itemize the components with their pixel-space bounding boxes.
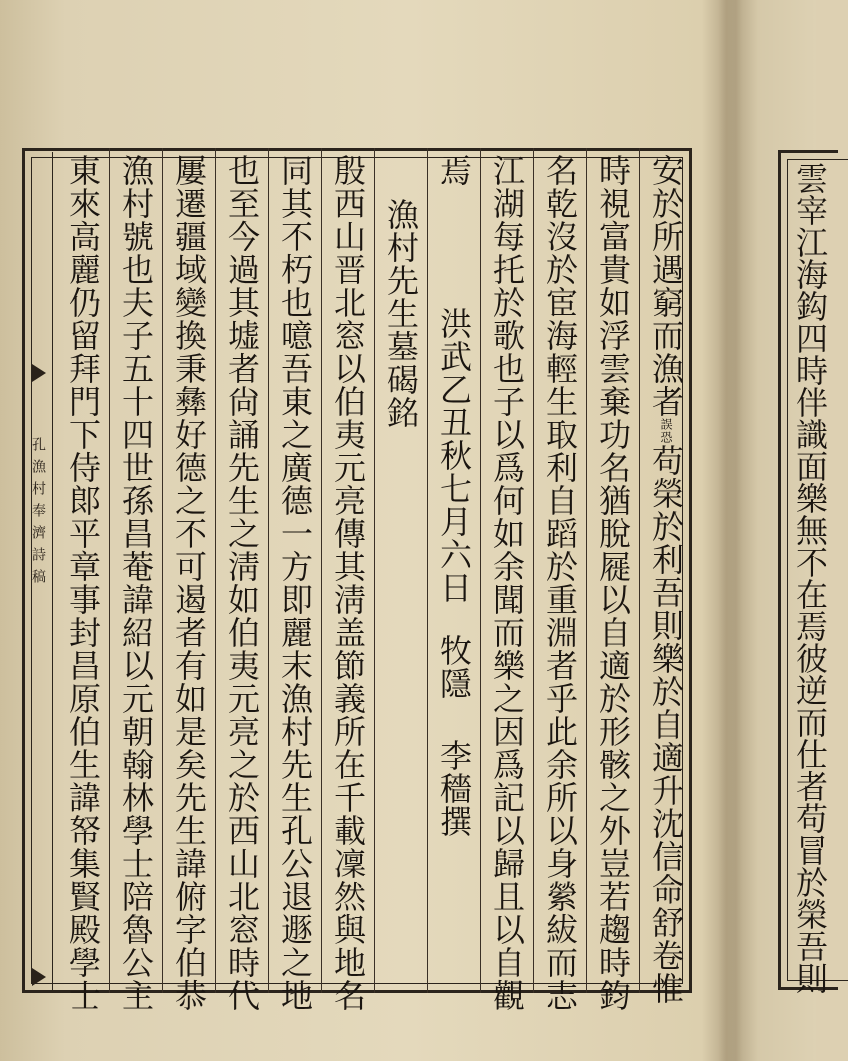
column-1-tail: 苟榮於利吾則樂於自適升沈信命舒卷惟 <box>647 444 685 1005</box>
author-signature: 牧隱 李穡撰 <box>435 634 473 838</box>
next-page-column: 雲宰江海鈎四時伴識面樂無不在焉彼逆而仕者苟冒於榮吾則 <box>791 162 829 994</box>
text-column-7: 殷西山晋北窓以伯夷元亮傳其淸盖節義所在千載凜然與地名 <box>329 154 367 1012</box>
running-title: 孔漁村奉濟詩稿 <box>30 437 46 591</box>
text-column-12: 東來高麗仍留拜門下侍郞平章事封昌原伯生諱帑集賢殿學士 <box>64 154 102 1012</box>
epitaph-title: 漁村先生墓碣銘 <box>382 198 420 429</box>
main-text-continued <box>50 148 692 1012</box>
column-1-note: 誤恐 <box>659 418 673 444</box>
text-column-9: 也至今過其墟者尙誦先生之淸如伯夷元亮之於西山北窓時代 <box>223 154 261 1012</box>
date-line: 洪武乙丑秋七月六日 <box>435 307 473 604</box>
text-column-10: 屢遷疆域變換秉彝好德之不可遏者有如是矣先生諱俯字伯恭 <box>170 154 208 1012</box>
book-gutter-shadow <box>718 0 758 1061</box>
text-column-4: 江湖每托於歌也子以爲何如余聞而樂之因爲記以歸且以自觀 <box>488 154 526 1012</box>
text-column-2: 時視富貴如浮雲棄功名猶脫屣以自適於形骸之外豈若趨時鈞 <box>594 154 632 1012</box>
text-column-3: 名乾沒於宦海輕生取利自蹈於重淵者乎此余所以身縈紱而志 <box>541 154 579 1012</box>
text-column-8: 同其不朽也噫吾東之廣德一方即麗末漁村先生孔公退遯之地 <box>276 154 314 1012</box>
column-5-text: 焉 <box>435 154 473 187</box>
column-1-head: 安於所遇窮而漁者 <box>647 154 685 418</box>
text-column-11: 漁村號也夫子五十四世孫昌菴諱紹以元朝翰林學士陪魯公主 <box>117 154 155 1012</box>
